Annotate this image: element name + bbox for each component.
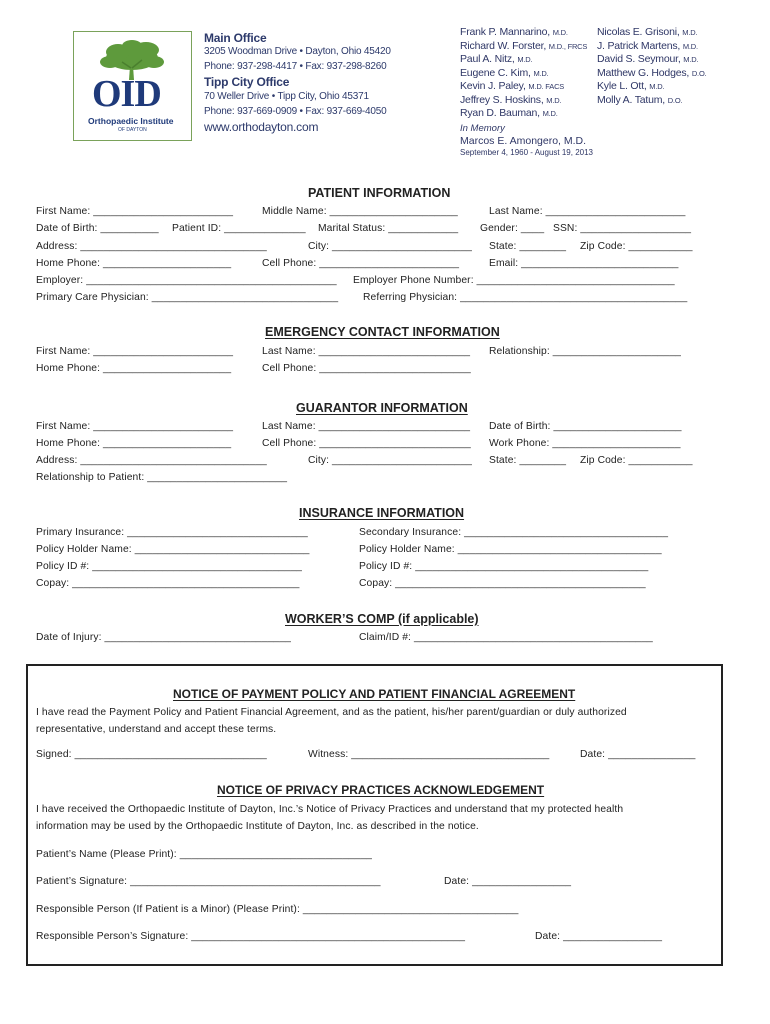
doctor-entry — [460, 94, 587, 108]
guarantor-address-field[interactable]: Address: ________________________________ — [36, 455, 267, 466]
emergency-heading: EMERGENCY CONTACT INFORMATION — [265, 325, 500, 339]
doctor-entry — [460, 67, 587, 81]
website-link[interactable]: www.orthodayton.com — [204, 120, 319, 134]
privacy-notice-text-2: information may be used by the Orthopaedic Institute of Dayton, Inc. as described in the notice. — [36, 821, 479, 832]
doctor-name: Jeffrey S. Hoskins, — [460, 93, 544, 106]
payment-date-field[interactable]: Date: _______________ — [580, 749, 696, 760]
doctor-list-1 — [460, 26, 587, 121]
logo-subname: OF DAYTON — [118, 127, 147, 133]
doctor-credential: D.O. — [667, 95, 683, 105]
payment-notice-text-1: I have read the Payment Policy and Patient Financial Agreement, and as the patient, his/her parent/guardian or duly authorized — [36, 707, 627, 718]
patient-zip-field[interactable]: Zip Code: ___________ — [580, 241, 693, 252]
doctor-entry — [597, 80, 706, 94]
in-memory-name: Marcos E. Amongero, M.D. — [460, 135, 587, 147]
employer-field[interactable]: Employer: ___________________________________________ — [36, 275, 337, 286]
responsible-person-signature-field[interactable]: Responsible Person’s Signature: _______________________________________________ — [36, 931, 466, 942]
doctor-entry — [460, 107, 587, 121]
doctor-name: Kevin J. Paley, — [460, 80, 526, 92]
guarantor-first-name-field[interactable]: First Name: ________________________ — [36, 421, 234, 432]
doctor-entry — [597, 26, 706, 40]
guarantor-zip-field[interactable]: Zip Code: ___________ — [580, 455, 693, 466]
doctor-entry — [460, 80, 587, 94]
patient-signature-field[interactable]: Patient’s Signature: ___________________________________________ — [36, 876, 381, 887]
payment-witness-field[interactable]: Witness: __________________________________ — [308, 749, 550, 760]
emergency-last-name-field[interactable]: Last Name: __________________________ — [262, 346, 471, 357]
emergency-first-name-field[interactable]: First Name: ________________________ — [36, 346, 234, 357]
patient-info-heading: PATIENT INFORMATION — [308, 186, 451, 200]
secondary-copay-field[interactable]: Copay: ___________________________________________ — [359, 578, 646, 589]
doctor-name: Eugene C. Kim, — [460, 66, 531, 79]
doctor-name: Ryan D. Bauman, — [460, 107, 540, 119]
doctor-list-2 — [597, 26, 706, 107]
doctor-credential: M.D. — [552, 28, 568, 37]
ssn-field[interactable]: SSN: ___________________ — [553, 223, 692, 234]
doctor-entry — [460, 40, 587, 54]
gender-field[interactable]: Gender: ____ — [480, 223, 545, 234]
tipp-office-phone: Phone: 937-669-0909 • Fax: 937-669-4050 — [204, 106, 387, 117]
secondary-policy-id-field[interactable]: Policy ID #: ________________________________________ — [359, 561, 649, 572]
doctor-entry — [597, 94, 706, 108]
patient-last-name-field[interactable]: Last Name: ________________________ — [489, 206, 686, 217]
primary-holder-field[interactable]: Policy Holder Name: ______________________________ — [36, 544, 310, 555]
logo-name: Orthopaedic Institute — [88, 116, 174, 126]
doctor-name: Matthew G. Hodges, — [597, 66, 690, 79]
doctor-entry — [460, 53, 587, 67]
doctor-name: J. Patrick Martens, — [597, 39, 681, 52]
in-memory-label: In Memory — [460, 123, 505, 134]
doctor-credential: M.D. — [517, 55, 533, 64]
responsible-person-name-field[interactable]: Responsible Person (If Patient is a Minor) (Please Print): _____________________________________ — [36, 904, 519, 915]
payment-signed-field[interactable]: Signed: _________________________________ — [36, 749, 267, 760]
doctor-name: Molly A. Tatum, — [597, 93, 665, 106]
doctor-credential: M.D. — [682, 41, 698, 51]
doctor-entry — [597, 53, 706, 67]
claim-id-field[interactable]: Claim/ID #: _________________________________________ — [359, 632, 653, 643]
patient-id-field[interactable]: Patient ID: ______________ — [172, 223, 306, 234]
doctor-credential: M.D. — [542, 109, 558, 118]
workers-comp-heading: WORKER’S COMP (if applicable) — [285, 612, 479, 626]
doctor-name: Richard W. Forster, — [460, 39, 547, 52]
patient-middle-name-field[interactable]: Middle Name: ______________________ — [262, 206, 458, 217]
privacy-notice-text-1: I have received the Orthopaedic Institute of Dayton, Inc.’s Notice of Privacy Practices and understand that my protected health — [36, 804, 624, 815]
payment-notice-text-2: representative, understand and accept these terms. — [36, 724, 277, 735]
patient-dob-field[interactable]: Date of Birth: __________ — [36, 223, 159, 234]
tipp-office-address: 70 Weller Drive • Tipp City, Ohio 45371 — [204, 91, 369, 102]
main-office-address: 3205 Woodman Drive • Dayton, Ohio 45420 — [204, 46, 391, 57]
main-office-phone: Phone: 937-298-4417 • Fax: 937-298-8260 — [204, 61, 387, 72]
doctor-entry — [460, 26, 587, 40]
guarantor-last-name-field[interactable]: Last Name: __________________________ — [262, 421, 471, 432]
primary-insurance-field[interactable]: Primary Insurance: _______________________________ — [36, 527, 308, 538]
patient-printed-name-field[interactable]: Patient’s Name (Please Print): _________________________________ — [36, 849, 372, 860]
doctor-name: Paul A. Nitz, — [460, 53, 515, 65]
guarantor-city-field[interactable]: City: ________________________ — [308, 455, 472, 466]
patient-state-field[interactable]: State: ________ — [489, 241, 567, 252]
doctor-credential: M.D. — [649, 82, 665, 91]
emergency-home-phone-field[interactable]: Home Phone: ______________________ — [36, 363, 232, 374]
emergency-cell-phone-field[interactable]: Cell Phone: __________________________ — [262, 363, 471, 374]
in-memory-dates: September 4, 1960 - August 19, 2013 — [460, 148, 593, 157]
tipp-office-title: Tipp City Office — [204, 75, 290, 89]
patient-first-name-field[interactable]: First Name: ________________________ — [36, 206, 234, 217]
logo-letters: OID — [92, 73, 161, 115]
doctor-credential: M.D. — [533, 68, 549, 78]
doctor-entry — [597, 67, 706, 81]
guarantor-dob-field[interactable]: Date of Birth: ______________________ — [489, 421, 682, 432]
payment-notice-heading: NOTICE OF PAYMENT POLICY AND PATIENT FINANCIAL AGREEMENT — [173, 687, 576, 701]
doctor-entry — [597, 40, 706, 54]
doctor-name: Frank P. Mannarino, — [460, 26, 550, 38]
doctor-credential: M.D., FRCS — [548, 41, 588, 51]
employer-phone-field[interactable]: Employer Phone Number: __________________________________ — [353, 275, 675, 286]
primary-policy-id-field[interactable]: Policy ID #: ____________________________________ — [36, 561, 302, 572]
patient-signature-date-field[interactable]: Date: _________________ — [444, 876, 572, 887]
primary-copay-field[interactable]: Copay: _______________________________________ — [36, 578, 300, 589]
doctor-credential: D.O. — [691, 68, 707, 78]
secondary-insurance-field[interactable]: Secondary Insurance: ___________________________________ — [359, 527, 669, 538]
doctor-credential: M.D. — [682, 28, 698, 37]
responsible-person-date-field[interactable]: Date: _________________ — [535, 931, 663, 942]
guarantor-work-phone-field[interactable]: Work Phone: ______________________ — [489, 438, 681, 449]
patient-email-field[interactable]: Email: ___________________________ — [489, 258, 679, 269]
guarantor-state-field[interactable]: State: ________ — [489, 455, 567, 466]
date-of-injury-field[interactable]: Date of Injury: ________________________________ — [36, 632, 292, 643]
emergency-relationship-field[interactable]: Relationship: ______________________ — [489, 346, 681, 357]
guarantor-heading: GUARANTOR INFORMATION — [296, 401, 468, 415]
marital-status-field[interactable]: Marital Status: ____________ — [318, 223, 459, 234]
patient-city-field[interactable]: City: ________________________ — [308, 241, 472, 252]
insurance-heading: INSURANCE INFORMATION — [299, 506, 465, 520]
secondary-holder-field[interactable]: Policy Holder Name: ___________________________________ — [359, 544, 662, 555]
doctor-credential: M.D. FACS — [528, 82, 565, 91]
doctor-credential: M.D. — [546, 95, 562, 105]
patient-cell-phone-field[interactable]: Cell Phone: ________________________ — [262, 258, 460, 269]
patient-address-field[interactable]: Address: ________________________________ — [36, 241, 267, 252]
doctor-name: Nicolas E. Grisoni, — [597, 26, 680, 38]
main-office-title: Main Office — [204, 31, 267, 45]
doctor-name: David S. Seymour, — [597, 53, 681, 65]
privacy-notice-heading: NOTICE OF PRIVACY PRACTICES ACKNOWLEDGEMENT — [217, 783, 545, 797]
logo — [73, 31, 192, 141]
guarantor-cell-phone-field[interactable]: Cell Phone: __________________________ — [262, 438, 471, 449]
primary-care-physician-field[interactable]: Primary Care Physician: ________________________________ — [36, 292, 339, 303]
doctor-name: Kyle L. Ott, — [597, 80, 647, 92]
doctor-credential: M.D. — [683, 55, 699, 64]
referring-physician-field[interactable]: Referring Physician: _______________________________________ — [363, 292, 688, 303]
guarantor-relationship-field[interactable]: Relationship to Patient: ________________________ — [36, 472, 288, 483]
guarantor-home-phone-field[interactable]: Home Phone: ______________________ — [36, 438, 232, 449]
patient-home-phone-field[interactable]: Home Phone: ______________________ — [36, 258, 232, 269]
